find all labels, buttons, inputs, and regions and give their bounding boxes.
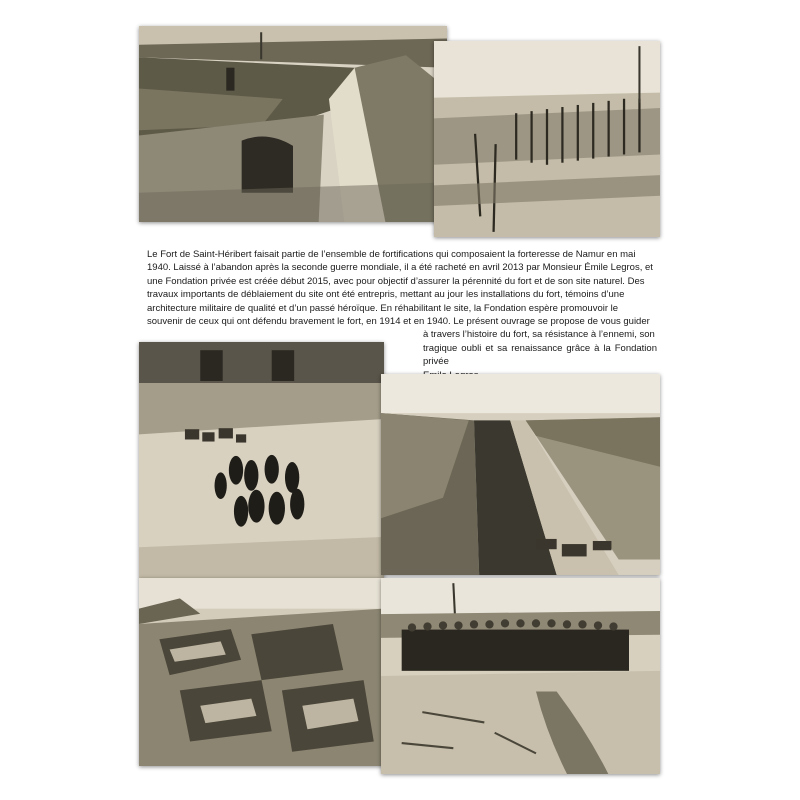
text-line: tragique oubli et sa renaissance grâce à la Fondation privée <box>423 342 657 368</box>
text-line: Le Fort de Saint-Héribert faisait partie de l’ensemble de fortifications qui composaient la forteresse de Namur en mai <box>147 249 636 260</box>
photo-troops-lined <box>381 578 660 774</box>
text-line: à travers l’histoire du fort, sa résistance à l’ennemi, son <box>423 329 655 341</box>
photo-barbed-wire-stakes <box>434 41 660 237</box>
photo-courtyard-soldiers <box>139 342 384 578</box>
text-line: architecture militaire de qualité et d’un passé héroïque. En réhabilitant le site, la Fondation espère promouvoir le <box>147 302 619 314</box>
photo-ruins <box>139 578 384 766</box>
photo-dry-moat <box>381 374 660 575</box>
photo-fort-moat-vault <box>139 26 447 222</box>
text-line: souvenir de ceux qui ont défendu bravement le fort, en 1914 et en 1940. Le présent ouvrage se propose de vous guider <box>147 316 650 328</box>
text-line: travaux importants de déblaiement du site ont été entrepris, mettant au jour les installations du fort, témoins d’une <box>147 289 625 301</box>
text-line: 1940. Laissé à l’abandon après la seconde guerre mondiale, il a été racheté en avril 2013 par Monsieur Émile Legros, et <box>147 262 653 274</box>
text-line: une Fondation privée est créée début 2015, avec pour objectif d’assurer la pérennité du fort et de son site naturel. Des <box>147 275 645 287</box>
